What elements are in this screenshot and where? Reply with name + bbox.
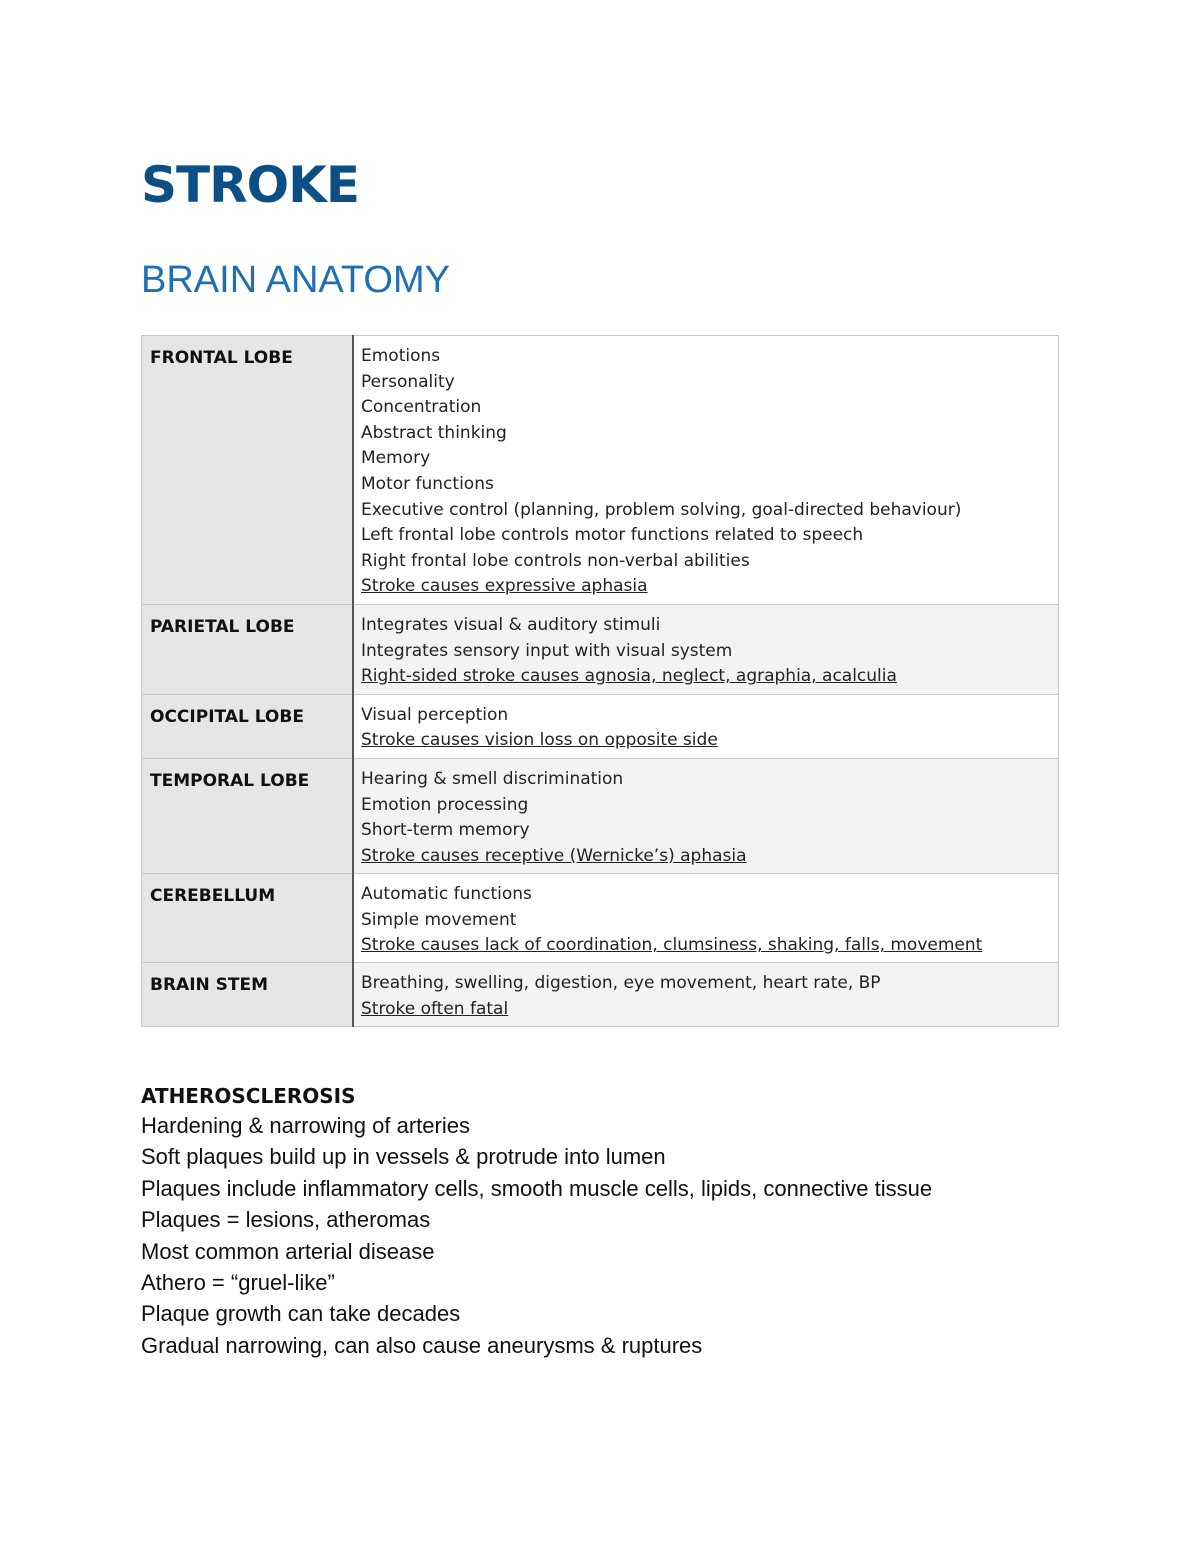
list-item: Visual perception (361, 704, 509, 725)
lobe-name: BRAIN STEM (142, 963, 354, 1027)
stroke-effect: Stroke causes expressive aphasia (361, 576, 648, 597)
lobe-name: CEREBELLUM (142, 874, 354, 963)
list-item: Plaque growth can take decades (141, 1301, 461, 1327)
lobe-description (353, 336, 1059, 605)
list-item: Gradual narrowing, can also cause aneurysms & ruptures (141, 1332, 703, 1358)
lobe-description (353, 963, 1059, 1027)
table-row (142, 758, 1059, 873)
list-item: Soft plaques build up in vessels & protrude into lumen (141, 1144, 666, 1170)
list-item: Left frontal lobe controls motor functions related to speech (361, 525, 864, 546)
page-title: STROKE (141, 156, 360, 214)
stroke-effect: Stroke often fatal (361, 998, 509, 1019)
list-item: Integrates sensory input with visual system (361, 640, 733, 661)
stroke-effect: Stroke causes receptive (Wernicke’s) aphasia (361, 845, 747, 866)
list-item: Memory (361, 448, 431, 469)
list-item: Most common arterial disease (141, 1238, 435, 1264)
list-item: Emotions (361, 346, 441, 366)
stroke-effect: Stroke causes lack of coordination, clumsiness, shaking, falls, movement (361, 935, 983, 956)
list-item: Plaques = lesions, atheromas (141, 1207, 431, 1233)
list-item: Abstract thinking (361, 422, 507, 443)
list-item: Plaques include inflammatory cells, smooth muscle cells, lipids, connective tissue (141, 1175, 933, 1201)
list-item: Athero = “gruel-like” (141, 1270, 335, 1296)
brain-anatomy-table (141, 335, 1059, 1027)
lobe-name: TEMPORAL LOBE (142, 758, 354, 873)
lobe-description (353, 874, 1059, 963)
table-row (142, 336, 1059, 605)
list-item: Motor functions (361, 473, 494, 494)
list-item: Executive control (planning, problem solving, goal-directed behaviour) (361, 499, 962, 520)
list-item: Emotion processing (361, 794, 529, 815)
atherosclerosis-heading: ATHEROSCLEROSIS (141, 1084, 356, 1108)
table-row (142, 604, 1059, 694)
table-row (142, 874, 1059, 963)
list-item: Hardening & narrowing of arteries (141, 1113, 470, 1138)
list-item: Personality (361, 371, 455, 392)
atherosclerosis-section (141, 1082, 1141, 1361)
list-item: Right frontal lobe controls non-verbal abilities (361, 550, 750, 571)
list-item: Simple movement (361, 909, 517, 930)
lobe-description (353, 758, 1059, 873)
table-row (142, 694, 1059, 758)
table-row (142, 963, 1059, 1027)
lobe-name: PARIETAL LOBE (142, 604, 354, 694)
list-item: Hearing & smell discrimination (361, 768, 624, 789)
list-item: Concentration (361, 397, 482, 418)
stroke-effect: Right-sided stroke causes agnosia, neglect, agraphia, acalculia (361, 666, 897, 687)
list-item: Automatic functions (361, 884, 532, 905)
list-item: Breathing, swelling, digestion, eye movement, heart rate, BP (361, 973, 881, 994)
list-item: Short-term memory (361, 820, 530, 841)
lobe-description (353, 604, 1059, 694)
section-title: BRAIN ANATOMY (141, 259, 450, 301)
lobe-name: FRONTAL LOBE (142, 336, 354, 605)
list-item: Integrates visual & auditory stimuli (361, 614, 661, 635)
lobe-description (353, 694, 1059, 758)
lobe-name: OCCIPITAL LOBE (142, 694, 354, 758)
stroke-effect: Stroke causes vision loss on opposite side (361, 730, 718, 751)
